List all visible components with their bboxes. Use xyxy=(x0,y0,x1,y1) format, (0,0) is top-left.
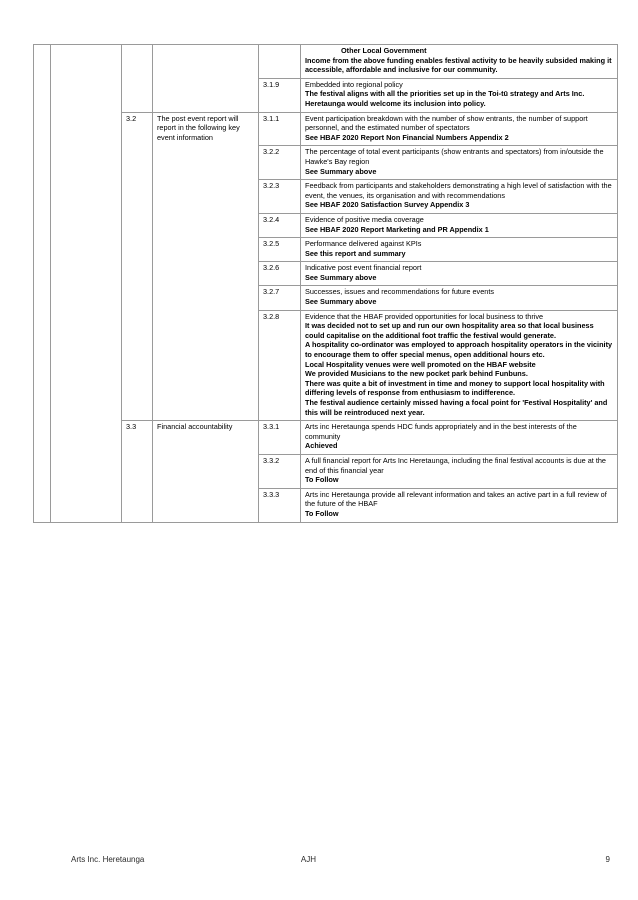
table-row xyxy=(34,45,618,79)
row-number-cell xyxy=(122,45,153,113)
row-subnumber-cell: 3.2.5 xyxy=(259,238,301,262)
row-content-cell xyxy=(301,112,618,146)
row-subnumber-cell: 3.1.1 xyxy=(259,112,301,146)
row-content-cell xyxy=(301,286,618,310)
row-subnumber-cell xyxy=(259,45,301,79)
footer-initials: AJH xyxy=(300,855,317,864)
row-content-cell xyxy=(301,262,618,286)
content-line: A hospitality co-ordinator was employed to approach hospitality operators in the vicinity to encourage them to offer special menus, open additional hours etc. xyxy=(305,340,613,360)
content-line: See HBAF 2020 Report Marketing and PR Appendix 1 xyxy=(305,224,489,234)
content-line: Local Hospitality venues were well promoted on the HBAF website xyxy=(305,359,536,369)
content-line: Arts inc Heretaunga spends HDC funds appropriately and in the best interests of the community xyxy=(305,422,577,441)
content-line: To Follow xyxy=(305,475,339,485)
content-line: Performance delivered against KPIs xyxy=(305,239,422,249)
outcome-column xyxy=(51,45,122,523)
content-line: Income from the above funding enables festival activity to be heavily subsided making it accessible, affordable and inclusive for our community. xyxy=(305,55,612,75)
content-line: Achieved xyxy=(305,441,338,451)
content-line: Feedback from participants and stakeholders demonstrating a high level of satisfaction with the event, the venues, its organisation and with recommendations xyxy=(305,181,612,200)
content-line: To Follow xyxy=(305,508,339,518)
row-content-cell xyxy=(301,45,618,79)
content-line: A full financial report for Arts Inc Heretaunga, including the final festival accounts is due at the end of this financial year xyxy=(305,455,606,475)
row-subnumber-cell: 3.3.3 xyxy=(259,488,301,522)
row-subnumber-cell: 3.2.7 xyxy=(259,286,301,310)
table-body xyxy=(34,45,618,523)
row-subnumber-cell: 3.2.3 xyxy=(259,180,301,214)
content-line: Embedded into regional policy xyxy=(305,79,403,89)
row-content-cell xyxy=(301,238,618,262)
row-content-cell xyxy=(301,180,618,214)
row-content-cell xyxy=(301,310,618,421)
content-line: See Summary above xyxy=(305,272,377,282)
content-line: Evidence that the HBAF provided opportunities for local business to thrive xyxy=(305,311,544,321)
content-line: The percentage of total event participants (show entrants and spectators) from in/outside the Hawke's Bay region xyxy=(305,147,604,166)
content-line: See HBAF 2020 Report Non Financial Numbers Appendix 2 xyxy=(305,132,509,142)
page-footer xyxy=(33,855,617,864)
left-margin-column xyxy=(34,45,51,523)
row-subnumber-cell: 3.2.6 xyxy=(259,262,301,286)
row-number-cell: 3.2 xyxy=(122,112,153,421)
row-content-cell xyxy=(301,213,618,237)
content-line: The festival audience certainly missed having a focal point for 'Festival Hospitality' and this will be reintroduced next year. xyxy=(305,398,608,417)
content-line: See Summary above xyxy=(305,297,377,307)
content-line: The festival aligns with all the priorities set up in the Toi-tū strategy and Arts Inc. Heretaunga would welcome its inclusion into policy. xyxy=(305,89,585,108)
content-line: It was decided not to set up and run our own hospitality area so that local business could capitalise on the additional foot traffic the festival would generate. xyxy=(305,321,594,340)
row-description-cell: Financial accountability xyxy=(153,421,259,522)
table-row xyxy=(34,421,618,455)
row-content-cell xyxy=(301,488,618,522)
row-description-cell: The post event report will report in the following key event information xyxy=(153,112,259,421)
row-subnumber-cell: 3.2.4 xyxy=(259,213,301,237)
content-line: There was quite a bit of investment in time and money to support local hospitality with differing levels of response from enthusiasm to indifference. xyxy=(305,378,605,398)
row-content-cell xyxy=(301,421,618,455)
content-line: Event participation breakdown with the number of show entrants, the number of support personnel, and the estimated number of spectators xyxy=(305,113,588,133)
row-subnumber-cell: 3.1.9 xyxy=(259,78,301,112)
content-line: See this report and summary xyxy=(305,248,406,258)
row-subnumber-cell: 3.2.2 xyxy=(259,146,301,180)
footer-organisation: Arts Inc. Heretaunga xyxy=(71,855,145,864)
content-line: See HBAF 2020 Satisfaction Survey Appendix 3 xyxy=(305,200,470,210)
content-line: Successes, issues and recommendations for future events xyxy=(305,287,495,297)
table-row xyxy=(34,112,618,146)
content-line: Other Local Government xyxy=(341,46,427,55)
content-line: Arts inc Heretaunga provide all relevant information and takes an active part in a full review of the future of the HBAF xyxy=(305,489,607,509)
row-content-cell xyxy=(301,454,618,488)
kpi-report-table xyxy=(33,44,618,523)
footer-page-number: 9 xyxy=(605,855,610,864)
row-subnumber-cell: 3.3.2 xyxy=(259,454,301,488)
row-number-cell: 3.3 xyxy=(122,421,153,522)
content-line: See Summary above xyxy=(305,166,377,176)
row-subnumber-cell: 3.3.1 xyxy=(259,421,301,455)
row-content-cell xyxy=(301,78,618,112)
content-line: Indicative post event financial report xyxy=(305,263,422,273)
content-line: We provided Musicians to the new pocket park behind Funbuns. xyxy=(305,369,528,379)
content-line: Evidence of positive media coverage xyxy=(305,214,424,224)
row-content-cell xyxy=(301,146,618,180)
row-description-cell xyxy=(153,45,259,113)
row-subnumber-cell: 3.2.8 xyxy=(259,310,301,421)
